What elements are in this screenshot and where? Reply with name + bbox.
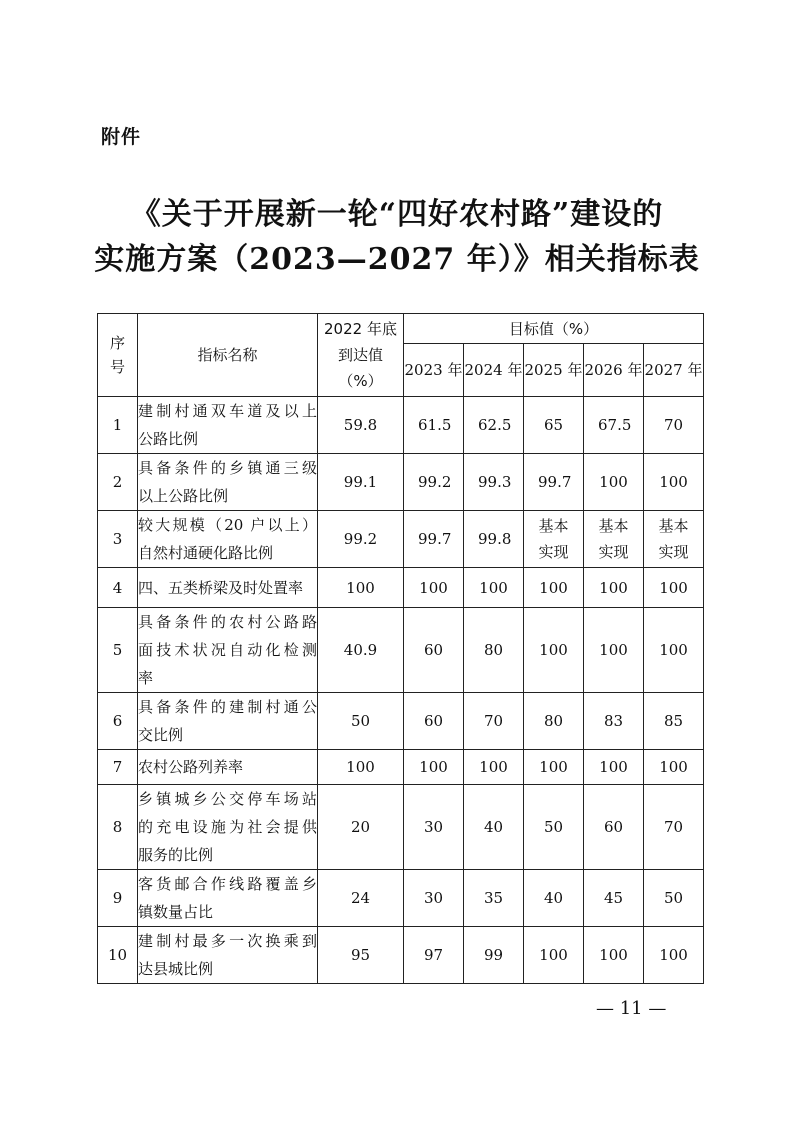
- baseline-value: 99.1: [318, 454, 404, 511]
- baseline-value: 59.8: [318, 397, 404, 454]
- header-year: 2027 年: [644, 344, 704, 397]
- target-value: 100: [584, 608, 644, 693]
- header-year: 2026 年: [584, 344, 644, 397]
- indicator-name-line: 具备条件的农村公路路: [138, 613, 317, 631]
- target-value: 80: [524, 693, 584, 750]
- table-row: [98, 568, 704, 608]
- row-index: 9: [98, 870, 138, 927]
- target-value: 60: [584, 785, 644, 870]
- row-index: 10: [98, 927, 138, 984]
- row-index: 2: [98, 454, 138, 511]
- target-value: 70: [644, 785, 704, 870]
- indicator-name-line: 乡镇城乡公交停车场站: [138, 790, 317, 808]
- target-value: 97: [404, 927, 464, 984]
- row-index: 3: [98, 511, 138, 568]
- target-value: 100: [404, 568, 464, 608]
- indicator-name-line: 四、五类桥梁及时处置率: [138, 578, 304, 597]
- target-value: 100: [524, 927, 584, 984]
- target-value: 基本实现: [524, 511, 584, 568]
- target-value: 40: [464, 785, 524, 870]
- table-row: [98, 693, 704, 750]
- document-title-line-2: 实施方案（2023—2027 年）》相关指标表: [94, 242, 700, 277]
- target-value: 100: [464, 750, 524, 785]
- target-value: 基本实现: [644, 511, 704, 568]
- indicator-name-line: 率: [138, 669, 154, 687]
- indicator-name-line: 服务的比例: [138, 846, 214, 864]
- target-value: 100: [524, 568, 584, 608]
- indicator-name: [138, 511, 318, 568]
- indicator-table: [97, 313, 704, 984]
- target-value: 100: [404, 750, 464, 785]
- target-value: 基本实现: [584, 511, 644, 568]
- table-row: [98, 750, 704, 785]
- baseline-value: 24: [318, 870, 404, 927]
- baseline-value: 99.2: [318, 511, 404, 568]
- table-row: [98, 927, 704, 984]
- target-value: 80: [464, 608, 524, 693]
- baseline-value: 100: [318, 750, 404, 785]
- target-value: 85: [644, 693, 704, 750]
- baseline-value: 20: [318, 785, 404, 870]
- target-value: 100: [644, 927, 704, 984]
- table-row: [98, 870, 704, 927]
- row-index: 1: [98, 397, 138, 454]
- indicator-name: [138, 397, 318, 454]
- indicator-name-line: 面技术状况自动化检测: [138, 641, 317, 659]
- indicator-name-line: 客货邮合作线路覆盖乡: [138, 875, 317, 893]
- target-value: 100: [524, 608, 584, 693]
- indicator-name-line: 农村公路列养率: [138, 758, 244, 776]
- target-value: 100: [644, 750, 704, 785]
- header-index: [98, 314, 138, 397]
- table-row: [98, 454, 704, 511]
- target-value: 60: [404, 608, 464, 693]
- header-indicator-name: 指标名称: [138, 314, 318, 397]
- baseline-value: 40.9: [318, 608, 404, 693]
- target-value: 40: [524, 870, 584, 927]
- row-index: 6: [98, 693, 138, 750]
- target-value: 100: [584, 454, 644, 511]
- target-value: 100: [644, 568, 704, 608]
- indicator-name-line: 公路比例: [138, 430, 199, 448]
- row-index: 5: [98, 608, 138, 693]
- indicator-name-line: 镇数量占比: [138, 903, 214, 921]
- indicator-name-line: 以上公路比例: [138, 487, 229, 505]
- indicator-name-line: 达县城比例: [138, 960, 214, 978]
- indicator-name: [138, 870, 318, 927]
- target-value: 70: [644, 397, 704, 454]
- indicator-name: [138, 608, 318, 693]
- target-value: 99: [464, 927, 524, 984]
- header-year: 2025 年: [524, 344, 584, 397]
- table-row: [98, 397, 704, 454]
- target-value: 50: [524, 785, 584, 870]
- header-year: 2024 年: [464, 344, 524, 397]
- target-value: 100: [644, 454, 704, 511]
- indicator-name: [138, 693, 318, 750]
- header-index-char-2: 号: [109, 358, 125, 376]
- target-value: 99.2: [404, 454, 464, 511]
- page-number: — 11 —: [596, 998, 667, 1019]
- document-title-line-1: 《关于开展新一轮“四好农村路”建设的: [130, 197, 664, 232]
- target-value: 50: [644, 870, 704, 927]
- indicator-name-line: 建制村最多一次换乘到: [138, 932, 317, 950]
- target-value: 100: [644, 608, 704, 693]
- table-row: [98, 511, 704, 568]
- header-baseline: [318, 314, 404, 397]
- target-value: 100: [464, 568, 524, 608]
- target-value: 100: [584, 927, 644, 984]
- target-value: 99.8: [464, 511, 524, 568]
- target-value: 60: [404, 693, 464, 750]
- target-value: 65: [524, 397, 584, 454]
- target-value: 67.5: [584, 397, 644, 454]
- table-row: [98, 785, 704, 870]
- indicator-name-line: 具备条件的建制村通公: [138, 698, 317, 716]
- target-value: 61.5: [404, 397, 464, 454]
- target-value: 100: [584, 750, 644, 785]
- indicator-name-line: 交比例: [138, 726, 184, 744]
- target-value: 70: [464, 693, 524, 750]
- baseline-value: 50: [318, 693, 404, 750]
- indicator-name: [138, 568, 318, 608]
- indicator-name: [138, 927, 318, 984]
- header-baseline-line-2: 到达值: [337, 346, 383, 364]
- target-value: 30: [404, 785, 464, 870]
- indicator-name: [138, 454, 318, 511]
- header-baseline-line-3: （%）: [338, 372, 383, 390]
- header-index-char-1: 序: [109, 334, 125, 352]
- row-index: 8: [98, 785, 138, 870]
- header-year: 2023 年: [404, 344, 464, 397]
- header-target: 目标值（%）: [404, 314, 704, 344]
- target-value: 35: [464, 870, 524, 927]
- indicator-name: [138, 750, 318, 785]
- target-value: 100: [584, 568, 644, 608]
- target-value: 45: [584, 870, 644, 927]
- table-row: [98, 608, 704, 693]
- header-baseline-line-1: 2022 年底: [324, 320, 397, 338]
- attachment-label: 附件: [101, 126, 142, 148]
- indicator-name-line: 自然村通硬化路比例: [138, 544, 274, 562]
- indicator-name-line: 的充电设施为社会提供: [138, 818, 317, 836]
- target-value: 83: [584, 693, 644, 750]
- target-value: 99.7: [404, 511, 464, 568]
- target-value: 100: [524, 750, 584, 785]
- target-value: 62.5: [464, 397, 524, 454]
- indicator-name-line: 具备条件的乡镇通三级: [138, 459, 317, 477]
- row-index: 4: [98, 568, 138, 608]
- indicator-name: [138, 785, 318, 870]
- row-index: 7: [98, 750, 138, 785]
- baseline-value: 95: [318, 927, 404, 984]
- indicator-name-line: 较大规模（20 户以上）: [138, 516, 317, 534]
- target-value: 99.3: [464, 454, 524, 511]
- baseline-value: 100: [318, 568, 404, 608]
- target-value: 99.7: [524, 454, 584, 511]
- target-value: 30: [404, 870, 464, 927]
- indicator-name-line: 建制村通双车道及以上: [138, 402, 317, 420]
